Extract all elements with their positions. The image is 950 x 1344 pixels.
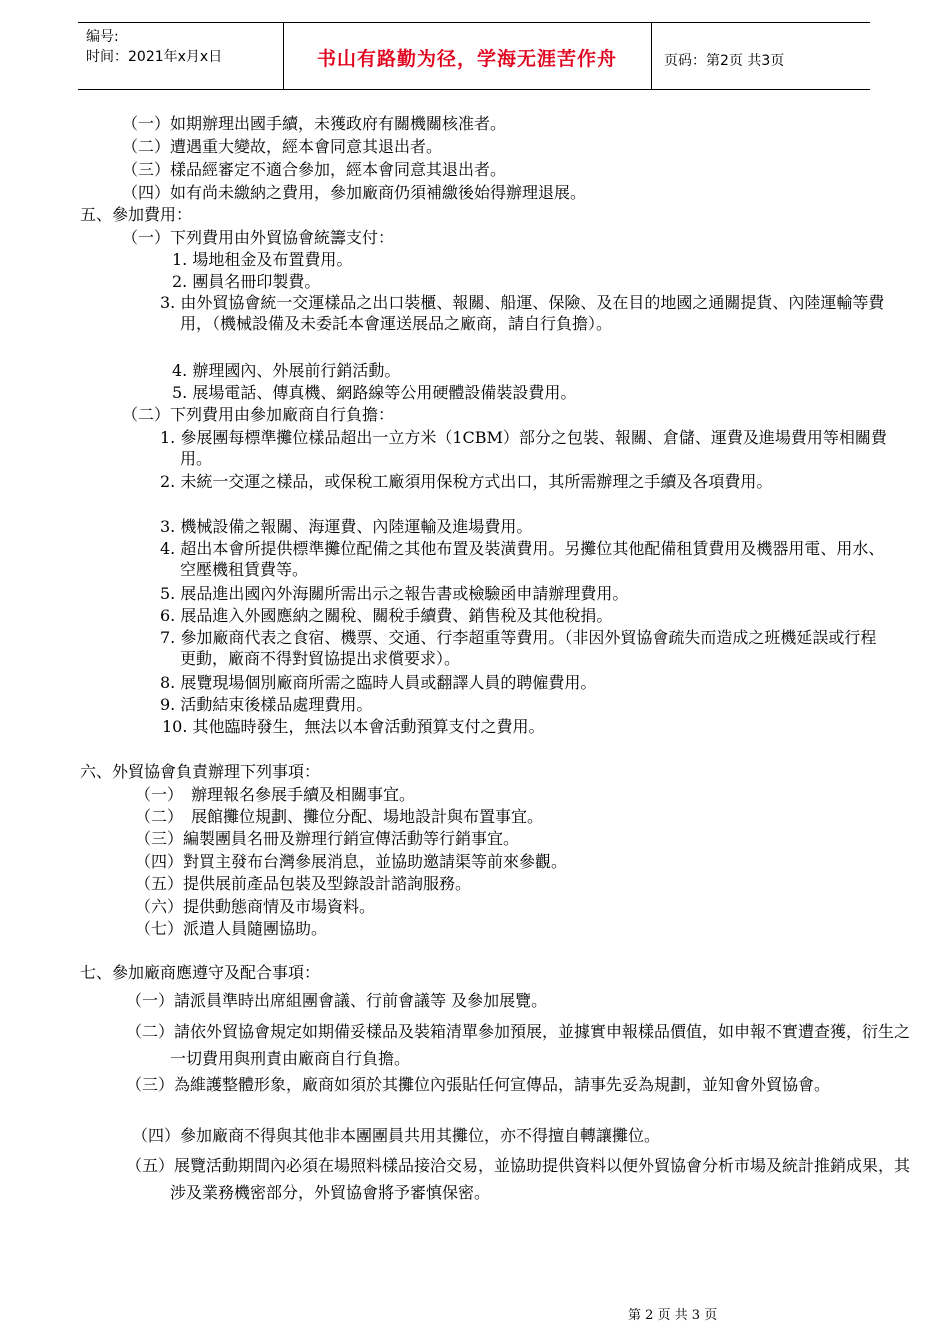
list-item: 3. 由外貿協會統一交運樣品之出口裝櫃、報關、船運、保險、及在目的地國之通關提貨、內陸運輸等費用，（機械設備及未委託本會運送展品之廠商，請自行負擔）。 xyxy=(160,293,885,333)
header-time-label: 时间：2021年x月x日 xyxy=(86,49,223,65)
list-item: （三）編製團員名冊及辦理行銷宣傳活動等行銷事宜。 xyxy=(135,829,520,848)
list-item: 1. 參展團每標準攤位樣品超出一立方米（1CBM）部分之包裝、報關、倉儲、運費及進場費用等相關費用。 xyxy=(160,428,887,468)
list-item: 6. 展品進入外國應納之關稅、關稅手續費、銷售稅及其他稅捐。 xyxy=(160,606,613,625)
list-item: （四）對買主發布台灣參展消息，並協助邀請渠等前來參觀。 xyxy=(135,852,568,871)
list-item: 1. 場地租金及布置費用。 xyxy=(172,250,353,269)
section-heading: 七、參加廠商應遵守及配合事項： xyxy=(80,963,321,982)
header-bottom-rule xyxy=(78,89,870,90)
header-top-rule xyxy=(78,22,870,23)
page-header xyxy=(78,22,870,90)
list-item: 9. 活動結束後樣品處理費用。 xyxy=(160,695,373,714)
list-item: （四）參加廠商不得與其他非本團團員共用其攤位，亦不得擅自轉讓攤位。 xyxy=(132,1126,661,1145)
header-divider xyxy=(651,22,652,90)
clause-line: （一）如期辦理出國手續，未獲政府有關機關核准者。 xyxy=(122,114,507,133)
header-page-info: 页码：第2页 共3页 xyxy=(664,53,785,69)
header-motto: 书山有路勤为径，学海无涯苦作舟 xyxy=(316,48,617,70)
list-item: （三）為維護整體形象，廠商如須於其攤位內張貼任何宣傳品，請事先妥為規劃，並知會外貿協會。 xyxy=(126,1075,831,1094)
clause-line: （二）遭遇重大變故，經本會同意其退出者。 xyxy=(122,137,443,156)
list-item: 7. 參加廠商代表之食宿、機票、交通、行李超重等費用。（非因外貿協會疏失而造成之班機延誤或行程更動，廠商不得對貿協提出求償要求）。 xyxy=(160,628,877,668)
list-item: （二） 展館攤位規劃、攤位分配、場地設計與布置事宜。 xyxy=(135,807,544,826)
list-item: （七）派遣人員隨團協助。 xyxy=(135,919,328,938)
page-footer: 第 2 页 共 3 页 xyxy=(628,1308,718,1323)
list-item: 2. 團員名冊印製費。 xyxy=(172,272,321,291)
list-item: 4. 辦理國內、外展前行銷活動。 xyxy=(172,361,401,380)
list-item: 4. 超出本會所提供標準攤位配備之其他布置及裝潢費用。另攤位其他配備租賃費用及機器用電、用水、空壓機租賃費等。 xyxy=(160,539,885,579)
list-item: （一）請派員準時出席組團會議、行前會議等 及參加展覽。 xyxy=(126,991,548,1010)
list-item: 5. 展品進出國內外海關所需出示之報告書或檢驗函申請辦理費用。 xyxy=(160,584,629,603)
list-item: （一） 辦理報名參展手續及相關事宜。 xyxy=(135,785,416,804)
list-item: 10. 其他臨時發生，無法以本會活動預算支付之費用。 xyxy=(162,717,545,736)
clause-line: （四）如有尚未繳納之費用，參加廠商仍須補繳後始得辦理退展。 xyxy=(122,183,587,202)
list-item: 8. 展覽現場個別廠商所需之臨時人員或翻譯人員的聘僱費用。 xyxy=(160,673,597,692)
subsection-heading: （二）下列費用由參加廠商自行負擔： xyxy=(122,405,395,424)
list-item: 5. 展場電話、傳真機、網路線等公用硬體設備裝設費用。 xyxy=(172,383,577,402)
list-item: 2. 未統一交運之樣品，或保稅工廠須用保稅方式出口，其所需辦理之手續及各項費用。 xyxy=(160,472,773,491)
subsection-heading: （一）下列費用由外貿協會統籌支付： xyxy=(122,228,395,247)
list-item: 3. 機械設備之報關、海運費、內陸運輸及進場費用。 xyxy=(160,517,533,536)
list-item: （五）提供展前產品包裝及型錄設計諮詢服務。 xyxy=(135,874,472,893)
list-item: （二）請依外貿協會規定如期備妥樣品及裝箱清單參加預展，並據實申報樣品價值，如申報不實遭查獲，衍生之一切費用與刑責由廠商自行負擔。 xyxy=(126,1022,911,1068)
list-item: （五）展覽活動期間內必須在場照料樣品接洽交易，並協助提供資料以便外貿協會分析市場及統計推銷成果，其涉及業務機密部分，外貿協會將予審慎保密。 xyxy=(126,1156,911,1202)
section-heading: 五、參加費用： xyxy=(80,205,193,224)
section-heading: 六、外貿協會負責辦理下列事項： xyxy=(80,762,321,781)
list-item: （六）提供動態商情及市場資料。 xyxy=(135,897,376,916)
clause-line: （三）樣品經審定不適合參加，經本會同意其退出者。 xyxy=(122,160,507,179)
header-number-label: 编号: xyxy=(86,29,119,45)
